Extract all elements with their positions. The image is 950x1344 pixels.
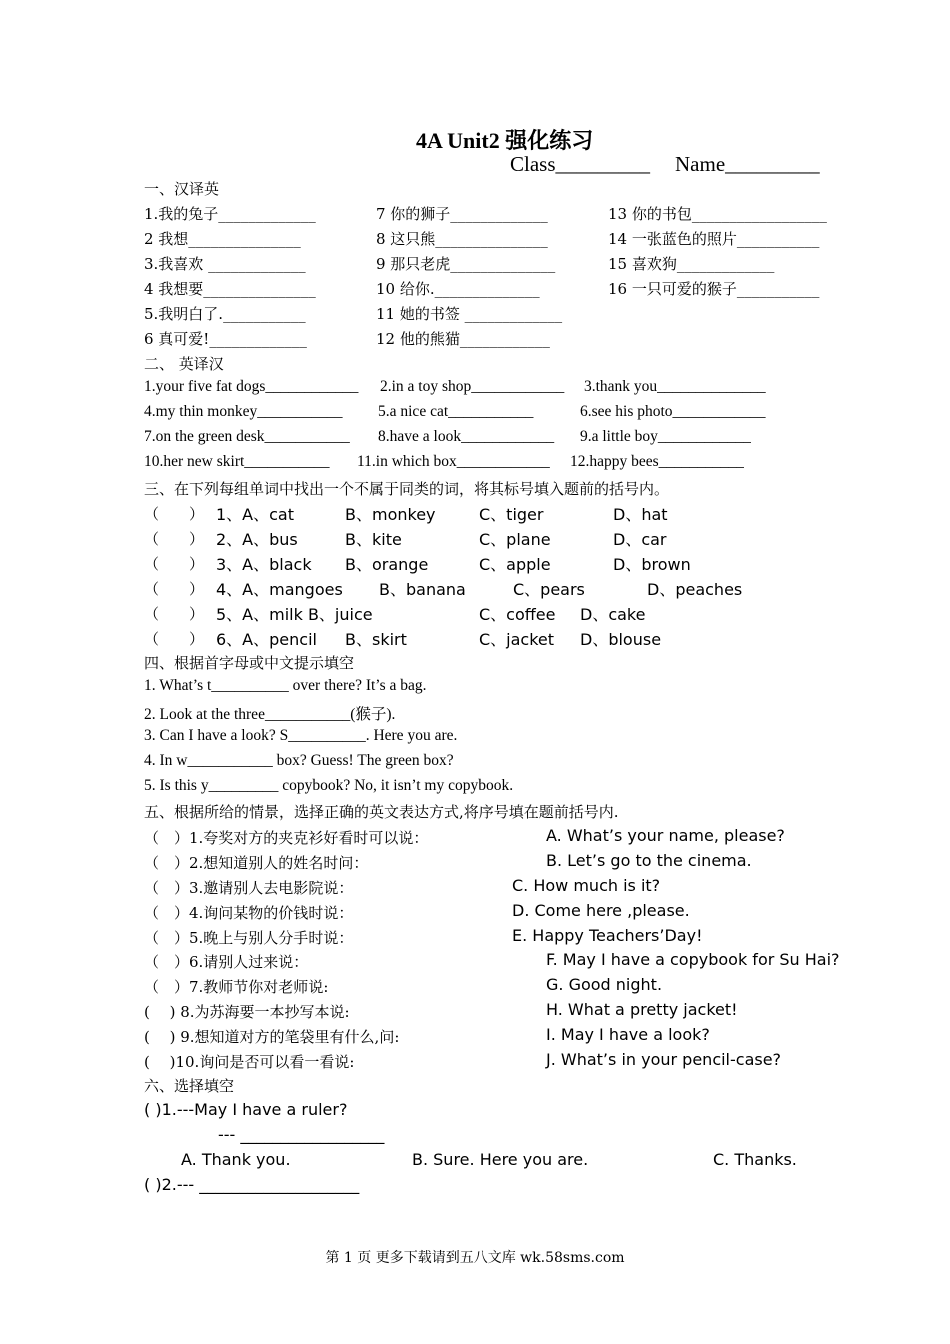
page-footer: 第 1 页 更多下载请到五八文库 wk.58sms.com: [325, 1250, 625, 1266]
s1-item: 16 一只可爱的猴子___________: [608, 280, 820, 298]
s2-item: 1.your five fat dogs____________: [144, 378, 359, 395]
s1-item: 2 我想_______________: [144, 230, 301, 248]
s5-answer: C. How much is it?: [512, 876, 661, 895]
s1-item: 8 这只熊_______________: [376, 230, 548, 248]
s5-question: ( ) 8.为苏海要一本抄写本说:: [144, 1003, 350, 1021]
answer-paren: （ ）: [144, 630, 205, 648]
answer-paren: （ ）: [144, 530, 205, 548]
s6-option-c: C. Thanks.: [713, 1150, 797, 1169]
s2-item: 9.a little boy____________: [580, 428, 751, 445]
s1-item: 7 你的狮子_____________: [376, 205, 548, 223]
s5-answer: A. What’s your name, please?: [546, 826, 785, 845]
s2-item: 10.her new skirt___________: [144, 453, 330, 470]
s1-item: 5.我明白了.___________: [144, 305, 306, 323]
section-4-heading: 四、根据首字母或中文提示填空: [144, 654, 355, 672]
s4-item: 4. In w___________ box? Guess! The green box?: [144, 752, 454, 769]
s3-option: B、orange: [345, 555, 429, 574]
s5-answer: G. Good night.: [546, 975, 663, 994]
section-1-heading: 一、汉译英: [144, 180, 220, 198]
section-3-heading: 三、在下列每组单词中找出一个不属于同类的词，将其标号填入题前的括号内。: [144, 480, 670, 498]
s5-question: ( )10.询问是否可以看一看说:: [144, 1053, 355, 1071]
s6-option-b: B. Sure. Here you are.: [412, 1150, 589, 1169]
s3-option: B、monkey: [345, 505, 436, 524]
s2-item: 12.happy bees___________: [570, 453, 744, 470]
s3-option: C、apple: [479, 555, 551, 574]
s5-answer: J. What’s in your pencil-case?: [546, 1050, 782, 1069]
section-6-heading: 六、选择填空: [144, 1077, 235, 1095]
s3-option: C、tiger: [479, 505, 544, 524]
s5-answer: H. What a pretty jacket!: [546, 1000, 738, 1019]
s2-item: 4.my thin monkey___________: [144, 403, 343, 420]
s1-item: 13 你的书包__________________: [608, 205, 827, 223]
s2-item: 8.have a look____________: [378, 428, 555, 445]
answer-paren: （ ）: [144, 505, 205, 523]
s3-option: 1、A、cat: [216, 505, 295, 524]
s2-item: 3.thank you______________: [584, 378, 766, 395]
s3-option: 4、A、mangoes: [216, 580, 343, 599]
s2-item: 7.on the green desk___________: [144, 428, 350, 445]
answer-paren: （ ）: [144, 580, 205, 598]
s2-item: 11.in which box____________: [357, 453, 550, 470]
s1-item: 12 他的熊猫____________: [376, 330, 550, 348]
s4-item: 1. What’s t__________ over there? It’s a bag.: [144, 677, 427, 694]
s3-option: B、skirt: [345, 630, 407, 649]
s3-option: D、hat: [613, 505, 668, 524]
s3-option: C、coffee: [479, 605, 556, 624]
s5-question: （ ）5.晚上与别人分手时说：: [144, 929, 354, 947]
s2-item: 5.a nice cat___________: [378, 403, 534, 420]
s1-item: 6 真可爱!_____________: [144, 330, 307, 348]
s4-item: 3. Can I have a look? S__________. Here you are.: [144, 727, 458, 744]
s1-item: 1.我的兔子_____________: [144, 205, 316, 223]
s5-answer: D. Come here ,please.: [512, 901, 690, 920]
s6-question-1: ( )1.---May I have a ruler?: [144, 1100, 348, 1119]
s5-question: （ ）1.夸奖对方的夹克衫好看时可以说：: [144, 829, 429, 847]
s3-option: 2、A、bus: [216, 530, 298, 549]
s1-item: 15 喜欢狗_____________: [608, 255, 775, 273]
s6-reply-line: --- __________________: [218, 1125, 385, 1144]
s3-option: 6、A、pencil: [216, 630, 317, 649]
s1-item: 3.我喜欢 _____________: [144, 255, 306, 273]
answer-paren: （ ）: [144, 555, 205, 573]
s5-question: （ ）2.想知道别人的姓名时问：: [144, 854, 369, 872]
s4-item: 5. Is this y_________ copybook? No, it isn’t my copybook.: [144, 777, 514, 794]
s6-option-a: A. Thank you.: [181, 1150, 291, 1169]
section-2-heading: 二、 英译汉: [144, 355, 224, 373]
name-field: Name_________: [675, 152, 820, 176]
s3-option: 5、A、milk B、juice: [216, 605, 373, 624]
s3-option: B、kite: [345, 530, 402, 549]
s1-item: 11 她的书签 _____________: [376, 305, 563, 323]
s3-option: D、blouse: [580, 630, 662, 649]
s3-option: C、plane: [479, 530, 551, 549]
s3-option: D、peaches: [647, 580, 743, 599]
s1-item: 14 一张蓝色的照片___________: [608, 230, 820, 248]
answer-paren: （ ）: [144, 605, 205, 623]
s5-answer: I. May I have a look?: [546, 1025, 710, 1044]
s5-answer: E. Happy Teachers’Day!: [512, 926, 703, 945]
s3-option: D、cake: [580, 605, 646, 624]
class-field: Class_________: [510, 152, 651, 176]
s4-item: 2. Look at the three___________(猴子).: [144, 706, 396, 723]
s1-item: 4 我想要_______________: [144, 280, 316, 298]
s5-question: （ ）6.请别人过来说：: [144, 953, 309, 971]
s3-option: B、banana: [379, 580, 466, 599]
s1-item: 9 那只老虎______________: [376, 255, 556, 273]
s3-option: C、jacket: [479, 630, 555, 649]
s5-answer: B. Let’s go to the cinema.: [546, 851, 752, 870]
page-title: 4A Unit2 强化练习: [416, 128, 594, 153]
s3-option: 3、A、black: [216, 555, 312, 574]
s2-item: 6.see his photo____________: [580, 403, 766, 420]
section-5-heading: 五、根据所给的情景，选择正确的英文表达方式,将序号填在题前括号内.: [144, 803, 619, 821]
s2-item: 2.in a toy shop____________: [380, 378, 565, 395]
s5-question: （ ）3.邀请别人去电影院说：: [144, 879, 354, 897]
s3-option: C、pears: [513, 580, 585, 599]
s1-item: 10 给你.______________: [376, 280, 540, 298]
s3-option: D、brown: [613, 555, 691, 574]
s5-question: ( ) 9.想知道对方的笔袋里有什么,问:: [144, 1028, 400, 1046]
s5-question: （ ）4.询问某物的价钱时说：: [144, 904, 354, 922]
s5-answer: F. May I have a copybook for Su Hai?: [546, 950, 840, 969]
s3-option: D、car: [613, 530, 667, 549]
s5-question: （ ）7.教师节你对老师说:: [144, 978, 329, 996]
s6-question-2: ( )2.--- ____________________: [144, 1175, 360, 1194]
